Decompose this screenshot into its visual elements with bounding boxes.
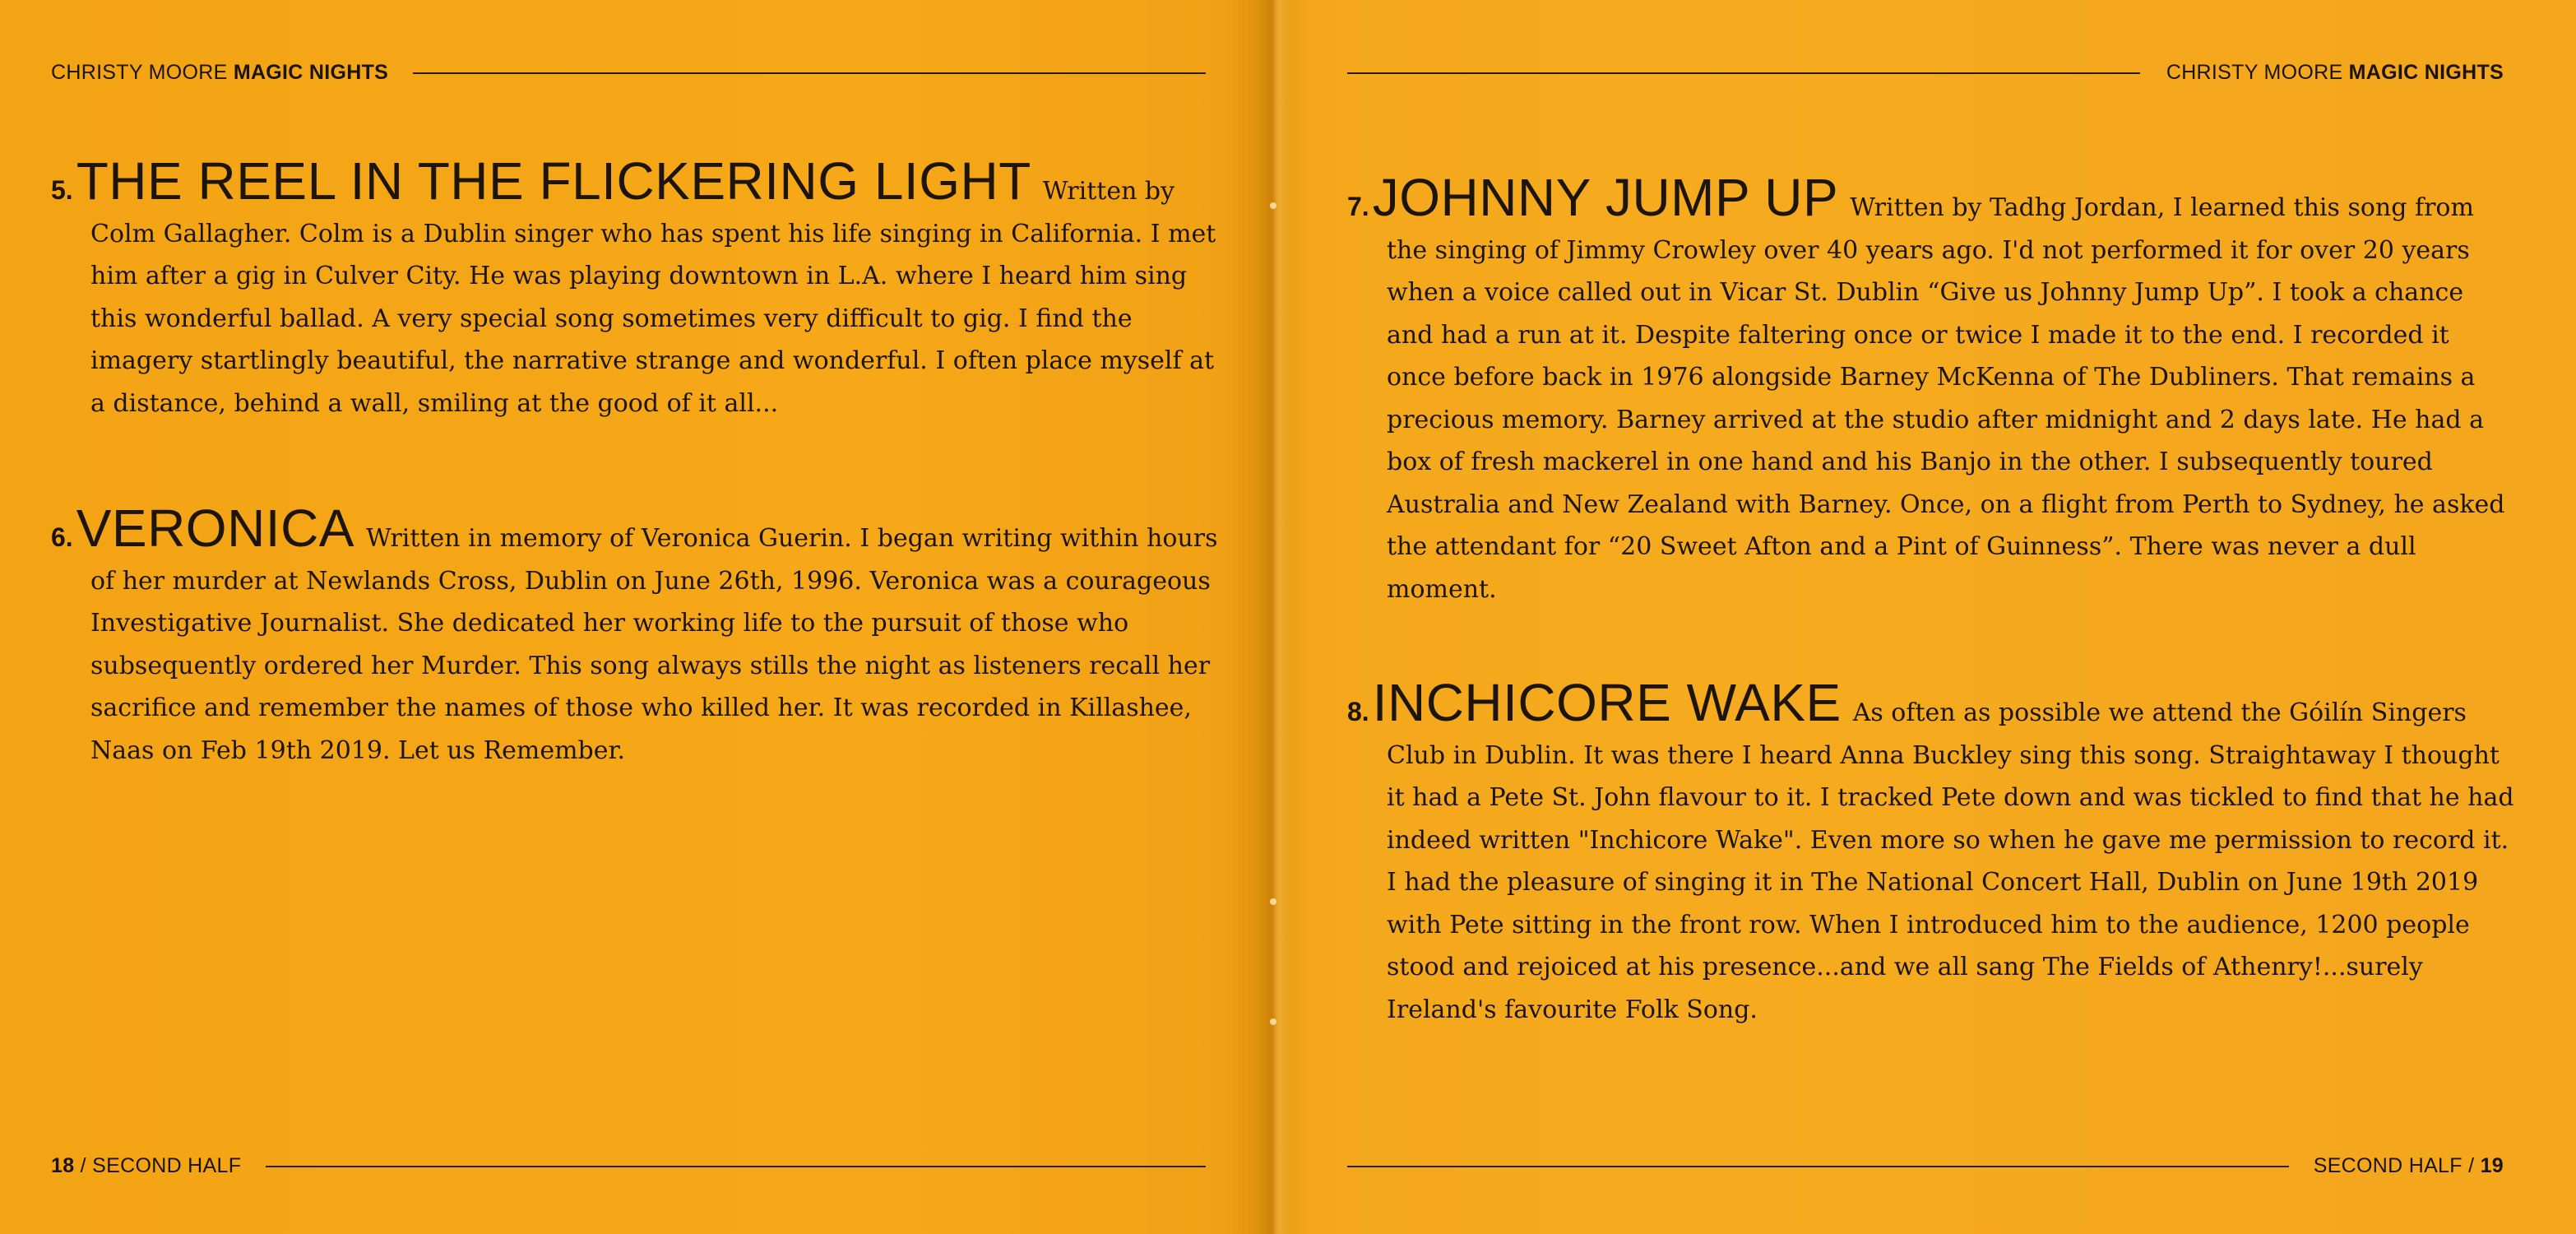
track-entry-8	[1347, 673, 2515, 1031]
track-number: 6.	[51, 522, 73, 552]
page-number: 19	[2480, 1154, 2504, 1177]
left-page-footer	[51, 1154, 1206, 1178]
staple-mark	[1270, 1018, 1276, 1025]
staple-mark	[1270, 898, 1276, 905]
header-album: MAGIC NIGHTS	[2348, 61, 2504, 84]
track-notes: As often as possible we attend the Góilín Singers Club in Dublin. It was there I heard Anna Buckley sing this song. Straightaway I thought it had a Pete St. John flavour to it. I tracked Pete down and was tickled to find that he had indeed written "Inchicore Wake". Even more so when he gave me permission to record it. I had the pleasure of singing it in The National Concert Hall, Dublin on June 19th 2019 with Pete sitting in the front row. When I introduced him to the audience, 1200 people stood and rejoiced at his presence...and we all sang The Fields of Athenry!...surely Ireland's favourite Folk Song.	[1387, 698, 2514, 1024]
track-number: 5.	[51, 175, 73, 205]
track-number: 7.	[1347, 192, 1369, 221]
track-notes: Written by Colm Gallagher. Colm is a Dublin singer who has spent his life singing in California. I met him after a gig in Culver City. He was playing downtown in L.A. where I heard him sing this wonderful ballad. A very special song sometimes very difficult to gig. I find the imagery startlingly beautiful, the narrative strange and wonderful. I often place myself at a distance, behind a wall, smiling at the good of it all...	[90, 177, 1216, 418]
staple-mark	[1270, 202, 1276, 209]
header-artist: CHRISTY MOORE	[2166, 61, 2343, 84]
page-gutter	[1257, 0, 1293, 1234]
track-notes: Written by Tadhg Jordan, I learned this song from the singing of Jimmy Crowley over 40 years ago. I'd not performed it for over 20 years when a voice called out in Vicar St. Dublin “Give us Johnny Jump Up”. I took a chance and had a run at it. Despite faltering once or twice I made it to the end. I recorded it once before back in 1976 alongside Barney McKenna of The Dubliners. That remains a precious memory. Barney arrived at the studio after midnight and 2 days late. He had a box of fresh mackerel in one hand and his Banjo in the other. I subsequently toured Australia and New Zealand with Barney. Once, on a flight from Perth to Sydney, he asked the attendant for “20 Sweet Afton and a Pint of Guinness”. There was never a dull moment.	[1387, 193, 2505, 604]
footer-rule	[1347, 1166, 2289, 1167]
header-rule	[413, 72, 1206, 74]
left-running-header	[51, 61, 1206, 85]
track-title: INCHICORE WAKE	[1372, 673, 1842, 732]
page-number: 18	[51, 1154, 75, 1177]
header-album: MAGIC NIGHTS	[233, 61, 389, 84]
track-title: THE REEL IN THE FLICKERING LIGHT	[76, 151, 1031, 211]
header-artist: CHRISTY MOORE	[51, 61, 228, 84]
track-entry-5	[51, 151, 1227, 424]
header-rule	[1347, 72, 2140, 74]
track-title: JOHNNY JUMP UP	[1372, 168, 1839, 227]
right-running-header	[1347, 61, 2504, 85]
track-number: 8.	[1347, 697, 1369, 726]
track-entry-6	[51, 499, 1227, 772]
right-page-footer	[1347, 1154, 2504, 1178]
footer-rule	[266, 1166, 1206, 1167]
track-title: VERONICA	[76, 499, 354, 558]
section-label: / SECOND HALF	[80, 1154, 242, 1177]
track-entry-7	[1347, 168, 2515, 610]
section-label: SECOND HALF /	[2313, 1154, 2475, 1177]
track-notes: Written in memory of Veronica Guerin. I began writing within hours of her murder at Newlands Cross, Dublin on June 26th, 1996. Veronica was a courageous Investigative Journalist. She dedicated her working life to the pursuit of those who subsequently ordered her Murder. This song always stills the night as listeners recall her sacrifice and remember the names of those who killed her. It was recorded in Killashee, Naas on Feb 19th 2019. Let us Remember.	[90, 524, 1218, 765]
